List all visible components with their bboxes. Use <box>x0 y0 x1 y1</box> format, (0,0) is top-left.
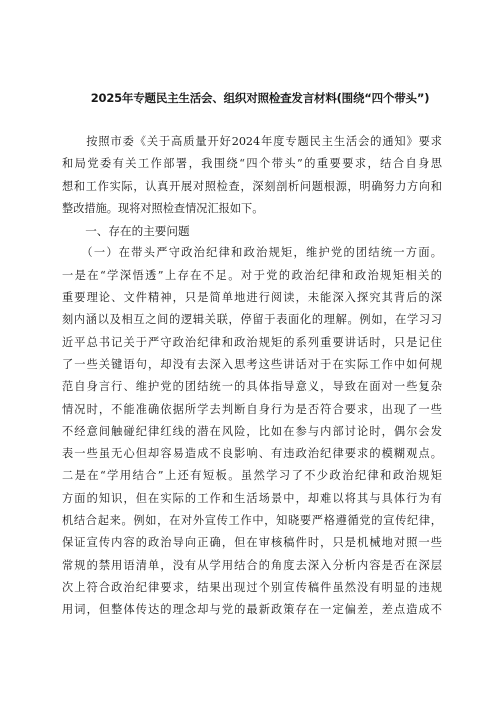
paragraph-line: 范自身言行、维护党的团结统一的具体指导意义，导致在面对一些复杂 <box>62 380 442 394</box>
paragraph-line: 情况时，不能准确依据所学去判断自身行为是否符合要求，出现了一些 <box>62 402 442 416</box>
paragraph-line: 重要理论、文件精神，只是简单地进行阅读，未能深入探究其背后的深 <box>62 291 442 305</box>
paragraph-line: 二是在“学用结合”上还有短板。虽然学习了不少政治纪律和政治规矩 <box>62 469 442 483</box>
paragraph-line: 刻内涵以及相互之间的逻辑关联，停留于表面化的理解。例如，在学习习 <box>62 313 442 327</box>
paragraph-line: 次上符合政治纪律要求，结果出现过个别宣传稿件虽然没有明显的违规 <box>62 580 442 594</box>
paragraph-line: 整改措施。现将对照检查情况汇报如下。 <box>62 201 264 215</box>
paragraph-line: 和局党委有关工作部署，我围绕“四个带头”的重要要求，结合自身思 <box>62 157 442 171</box>
paragraph-line: 了一些关键语句，却没有去深入思考这些讲话对于在实际工作中如何规 <box>62 357 442 371</box>
paragraph-line: （一）在带头严守政治纪律和政治规矩，维护党的团结统一方面。 <box>62 246 442 260</box>
document-body <box>62 131 442 622</box>
paragraph-line: 不经意间触碰纪律红线的潜在风险，比如在参与内部讨论时，偶尔会发 <box>62 424 442 438</box>
paragraph-line: 用词，但整体传达的理念却与党的最新政策存在一定偏差，差点造成不 <box>62 603 442 617</box>
paragraph-line: 按照市委《关于高质量开好2024年度专题民主生活会的通知》要求 <box>62 135 442 148</box>
paragraph-line: 保证宣传内容的政治导向正确，但在审核稿件时，只是机械地对照一些 <box>62 536 442 550</box>
paragraph-line: 一是在“学深悟透”上存在不足。对于党的政治纪律和政治规矩相关的 <box>62 268 442 282</box>
paragraph-line: 表一些虽无心但却容易造成不良影响、有违政治纪律要求的模糊观点。 <box>62 447 442 461</box>
paragraph-line: 想和工作实际，认真开展对照检查，深刻剖析问题根源，明确努力方向和 <box>62 179 442 193</box>
section-heading: 一、存在的主要问题 <box>62 224 190 239</box>
paragraph-line: 近平总书记关于严守政治纪律和政治规矩的系列重要讲话时，只是记住 <box>62 335 442 349</box>
paragraph-line: 机结合起来。例如，在对外宣传工作中，知晓要严格遵循党的宣传纪律， <box>62 514 442 528</box>
paragraph-line: 常规的禁用语清单，没有从学用结合的角度去深入分析内容是否在深层 <box>62 558 442 572</box>
paragraph-line: 方面的知识，但在实际的工作和生活场景中，却难以将其与具体行为有 <box>62 491 442 505</box>
document-title: 2025年专题民主生活会、组织对照检查发言材料(围绕“四个带头”) <box>90 91 430 105</box>
